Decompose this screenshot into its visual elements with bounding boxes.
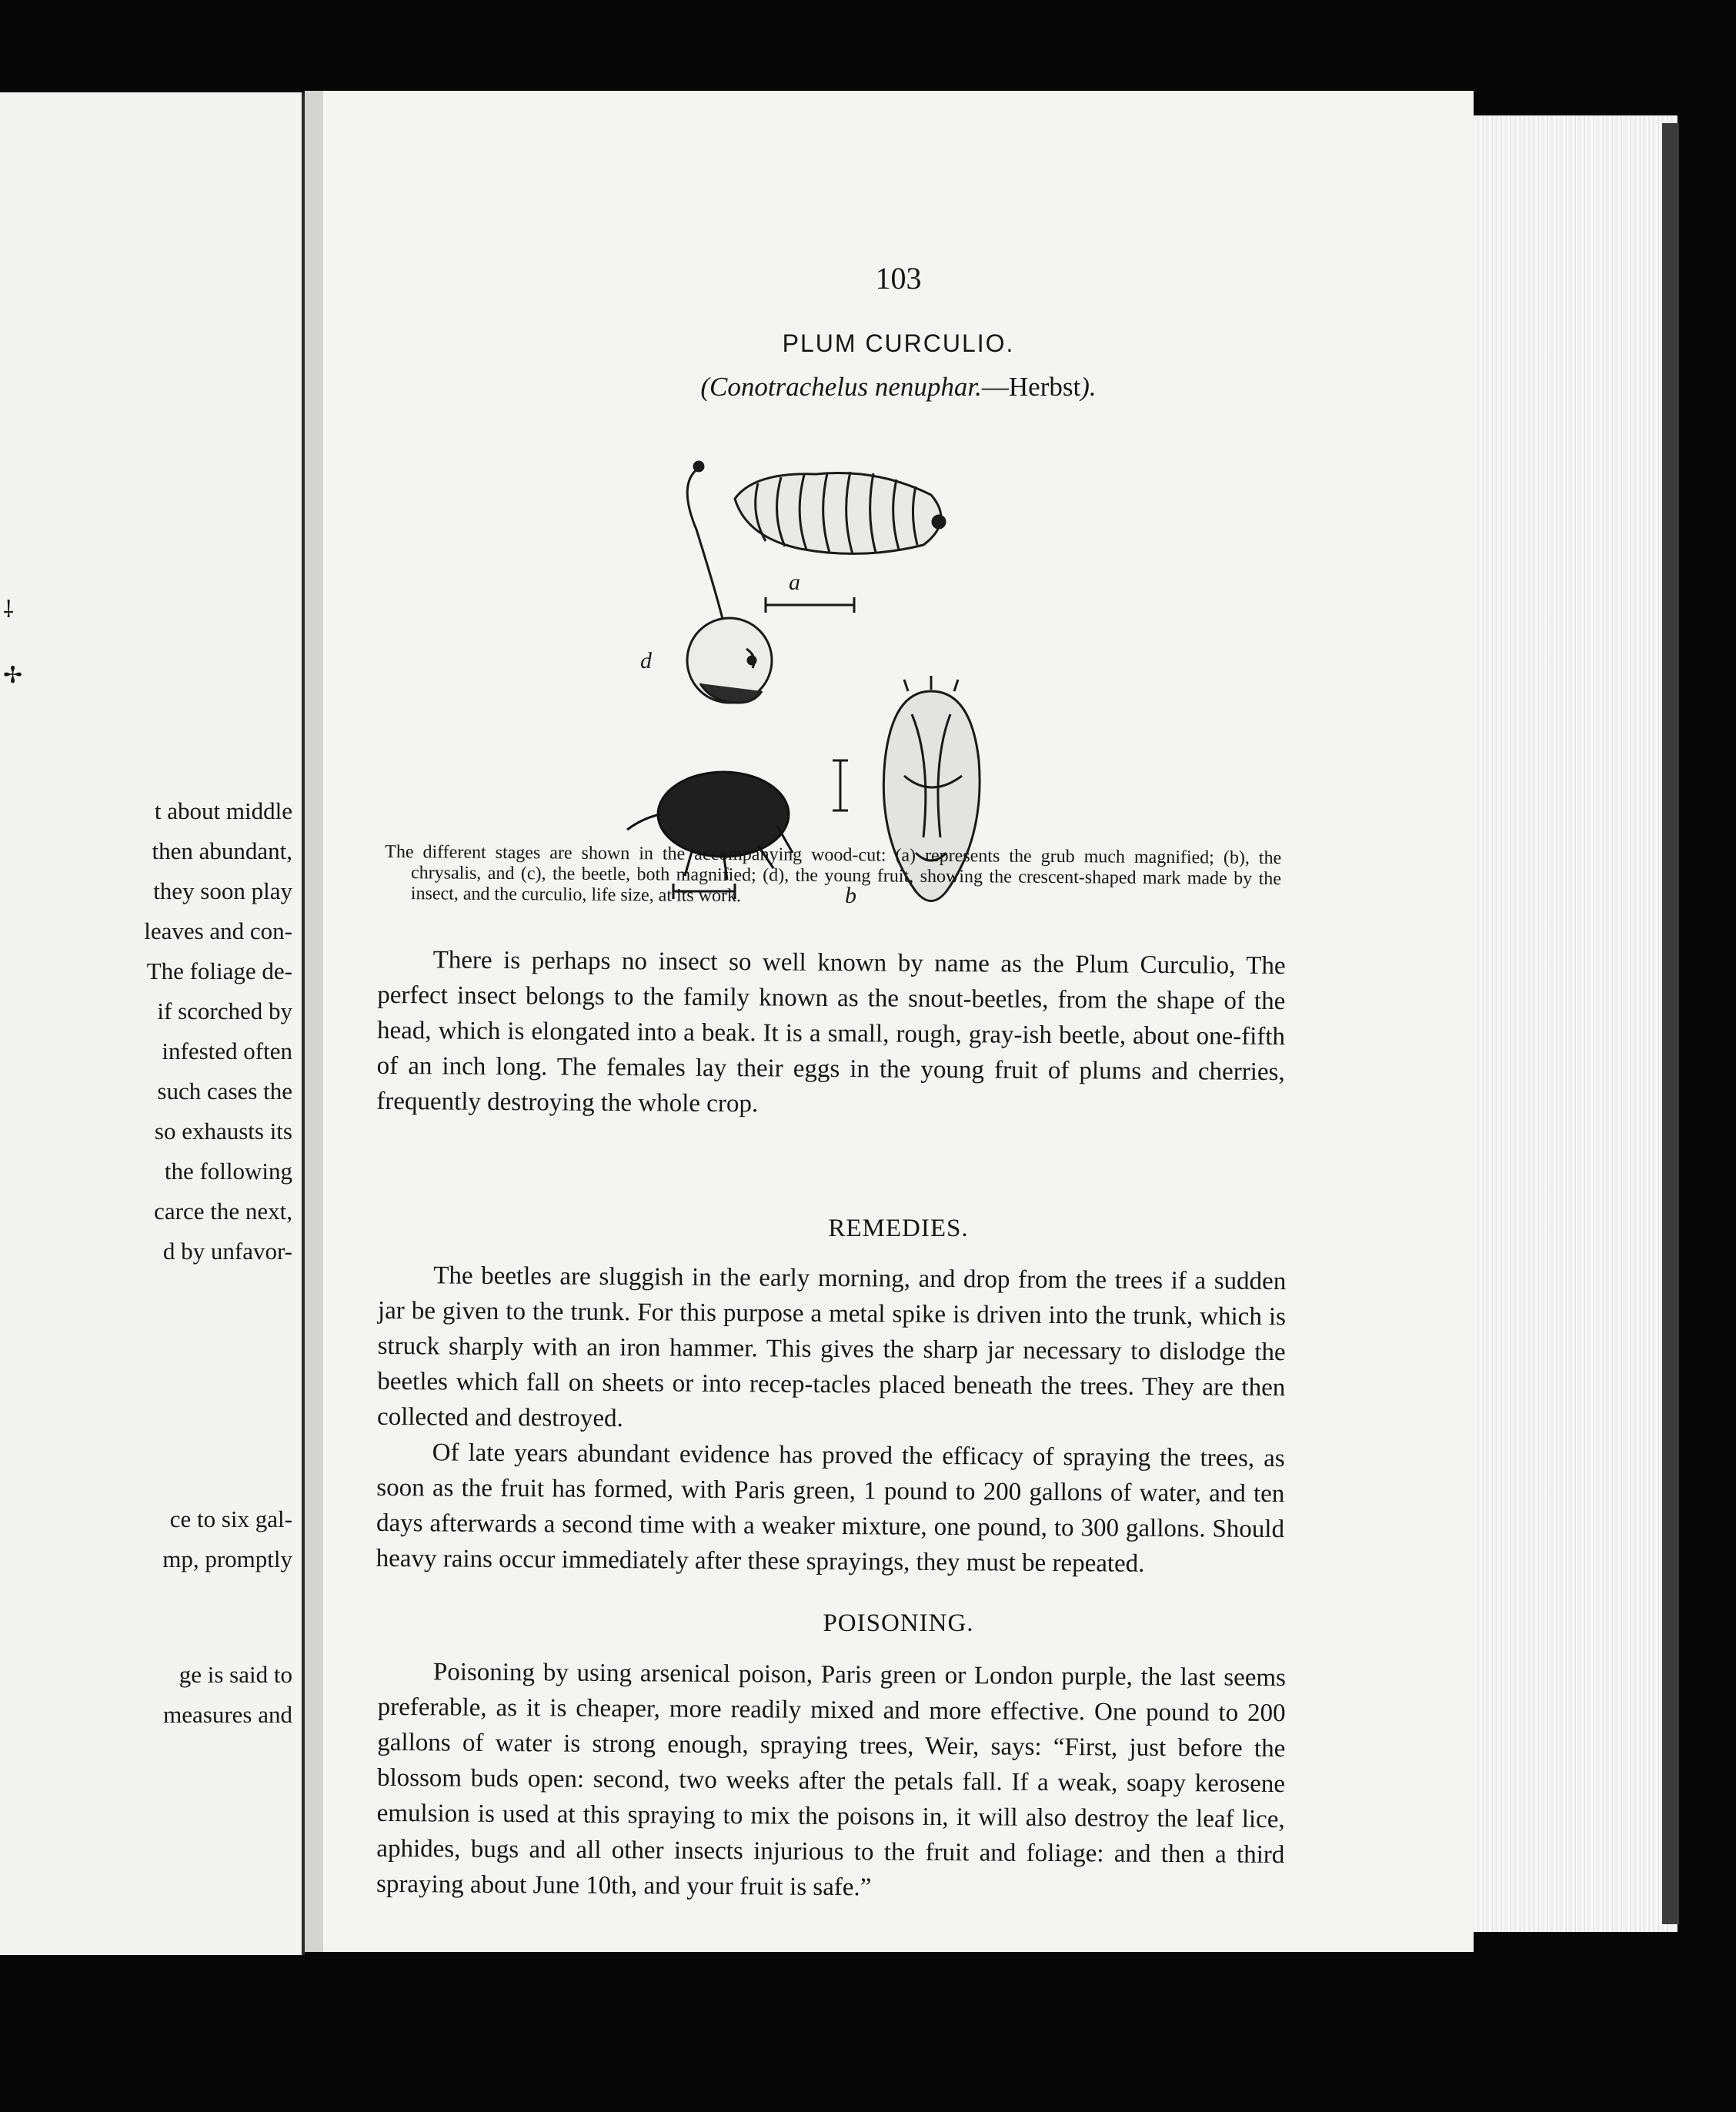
left-page-line: so exhausts its bbox=[154, 1118, 292, 1145]
page-mark: ⸸ bbox=[3, 597, 15, 623]
page-mark: ✢ bbox=[3, 663, 23, 688]
left-page-line: t about middle bbox=[154, 797, 292, 824]
left-page-line: measures and bbox=[163, 1701, 292, 1728]
figure-caption bbox=[385, 842, 1282, 911]
book-cover-edge bbox=[1662, 123, 1679, 1924]
left-page-line: mp, promptly bbox=[162, 1546, 292, 1572]
left-page-line: ge is said to bbox=[179, 1661, 292, 1688]
page-edges bbox=[1447, 115, 1678, 1932]
intro-paragraph: There is perhaps no insect so well known by name as the Plum Curculio, The perfect insect belongs to the family known as the snout-beetles, from the shape of the head, which is elongated into a beak. It is a small, rough, gray-ish beetle, about one-fifth of an inch long. The females lay their eggs in the young fruit of plums and cherries, frequently destroying the whole crop. bbox=[376, 946, 1286, 1118]
left-page bbox=[0, 92, 305, 1955]
left-page-line: such cases the bbox=[157, 1078, 292, 1104]
remedies-paragraph-2: Of late years abundant evidence has proved the efficacy of spraying the trees, as soon as the fruit has formed, with Paris green, 1 pound to 200 gallons of water, and ten days afterwards a second time with a weaker mixture, one pound, to 300 gallons. Should heavy rains occur immediately after these sprayings, they must be repeated. bbox=[376, 1439, 1285, 1578]
left-page-line: the following bbox=[164, 1158, 292, 1185]
left-page-line: carce the next, bbox=[154, 1198, 292, 1225]
figure-caption-text: The different stages are shown in the accompanying wood-cut: (a) represents the grub much magnified; (b), the chrysalis, and (c), the beetle, both magnified; (d), the young fruit, showing the crescent-shaped mark made by the insect, and the curculio, life size, at its work. bbox=[385, 841, 1282, 907]
left-page-line: d by unfavor- bbox=[162, 1238, 292, 1265]
left-page-line: they soon play bbox=[153, 877, 292, 904]
left-page-line: ce to six gal- bbox=[169, 1505, 292, 1532]
figure-label-a: a bbox=[789, 570, 800, 595]
left-page-line: infested often bbox=[162, 1038, 292, 1064]
scale-bar bbox=[766, 597, 854, 613]
scientific-name bbox=[323, 372, 1474, 403]
grub-illustration bbox=[735, 472, 945, 554]
poisoning-section bbox=[376, 1654, 1286, 1908]
figure-label-d: d bbox=[640, 648, 652, 673]
book-gutter bbox=[305, 91, 325, 1952]
latin-name: Conotrachelus nenuphar. bbox=[709, 372, 982, 402]
remedies-section bbox=[376, 1258, 1287, 1582]
main-page bbox=[323, 91, 1474, 1952]
left-page-line: leaves and con- bbox=[144, 917, 292, 944]
left-page-line: if scorched by bbox=[157, 998, 292, 1024]
page-number: 103 bbox=[875, 261, 922, 296]
figure-label-b: b bbox=[845, 883, 856, 908]
remedies-heading: REMEDIES. bbox=[828, 1215, 969, 1242]
left-page-line: then abundant, bbox=[152, 837, 292, 864]
woodcut-figure bbox=[600, 437, 1031, 914]
sci-close: ). bbox=[1080, 372, 1097, 402]
poisoning-paragraph: Poisoning by using arsenical poison, Paris green or London purple, the last seems preferable, as it is cheaper, more readily mixed and more effective. One pound to 200 gallons of water is strong enough, spraying trees, Weir, says: “First, just before the blossom buds open: second, two weeks after the petals fall. If a weak, soapy kerosene emulsion is used at this spraying to mix the poisons in, it will also destroy the leaf lice, aphides, bugs and all other insects injurious to the fruit and foliage: and then a third spraying about June 10th, and your fruit is safe.” bbox=[376, 1658, 1287, 1902]
poisoning-heading: POISONING. bbox=[823, 1609, 974, 1637]
author-name: —Herbst bbox=[981, 372, 1081, 402]
remedies-paragraph-1: The beetles are sluggish in the early morning, and drop from the trees if a sudden jar be given to the trunk. For this purpose a metal spike is driven into the trunk, which is struck sharply with an iron hammer. This gives the sharp jar necessary to dislodge the beetles which fall on sheets or into recep-tacles placed beneath the trees. They are then collected and destroyed. bbox=[376, 1262, 1287, 1433]
left-page-line: The foliage de- bbox=[146, 957, 292, 984]
sci-open: ( bbox=[700, 372, 710, 402]
article-title: PLUM CURCULIO. bbox=[782, 329, 1015, 357]
intro-section bbox=[376, 942, 1286, 1125]
